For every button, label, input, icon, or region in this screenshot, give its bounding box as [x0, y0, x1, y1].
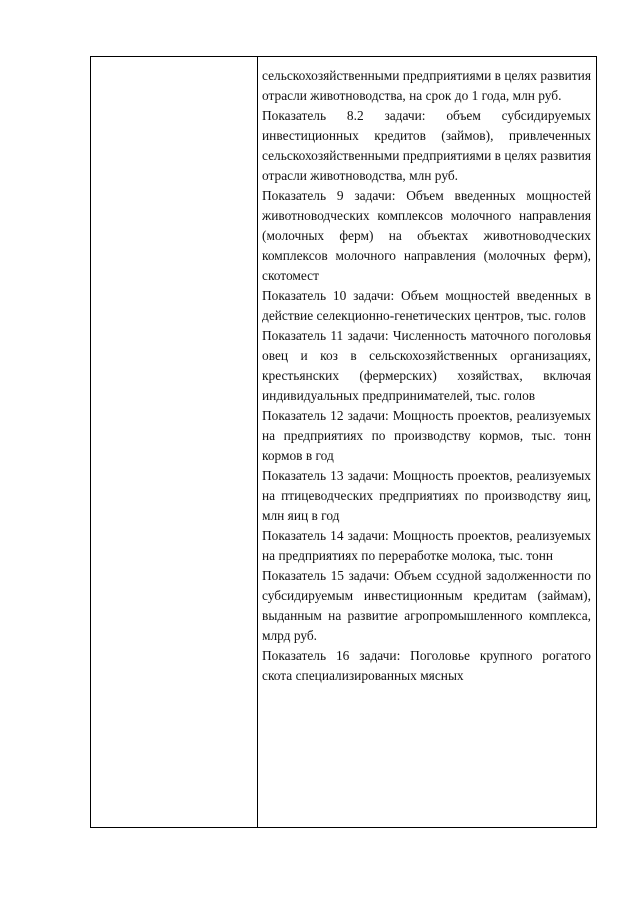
indicator-paragraph: Показатель 16 задачи: Поголовье крупного рогатого скота специализированных мясных [262, 648, 591, 683]
indicator-paragraph: сельскохозяйственными предприятиями в целях развития отрасли животноводства, на срок до 1 года, млн руб. [262, 68, 591, 103]
indicator-paragraph: Показатель 12 задачи: Мощность проектов, реализуемых на предприятиях по производству кормов, тыс. тонн кормов в год [262, 408, 591, 463]
indicator-paragraph: Показатель 11 задачи: Численность маточного поголовья овец и коз в сельскохозяйственных организациях, крестьянских (фермерских) хозяйствах, включая индивидуальных предпринимателей, тыс. голов [262, 328, 591, 403]
empty-left-cell [91, 57, 257, 827]
indicator-table [90, 56, 597, 828]
indicator-paragraph: Показатель 13 задачи: Мощность проектов, реализуемых на птицеводческих предприятиях по производству яиц, млн яиц в год [262, 468, 591, 523]
indicator-paragraph: Показатель 9 задачи: Объем введенных мощностей животноводческих комплексов молочного направления (молочных ферм) на объектах животноводческих комплексов молочного направления (молочных ферм), скотомест [262, 188, 591, 283]
indicator-paragraph: Показатель 8.2 задачи: объем субсидируемых инвестиционных кредитов (займов), привлеченных сельскохозяйственными предприятиями в целях развития отрасли животноводства, млн руб. [262, 108, 591, 183]
indicator-paragraph: Показатель 10 задачи: Объем мощностей введенных в действие селекционно-генетических центров, тыс. голов [262, 288, 591, 323]
indicators-cell [262, 66, 591, 686]
indicator-paragraph: Показатель 14 задачи: Мощность проектов, реализуемых на предприятиях по переработке молока, тыс. тонн [262, 528, 591, 563]
indicator-paragraph: Показатель 15 задачи: Объем ссудной задолженности по субсидируемым инвестиционным кредитам (займам), выданным на развитие агропромышленного комплекса, млрд руб. [262, 568, 591, 643]
column-divider [257, 57, 258, 827]
